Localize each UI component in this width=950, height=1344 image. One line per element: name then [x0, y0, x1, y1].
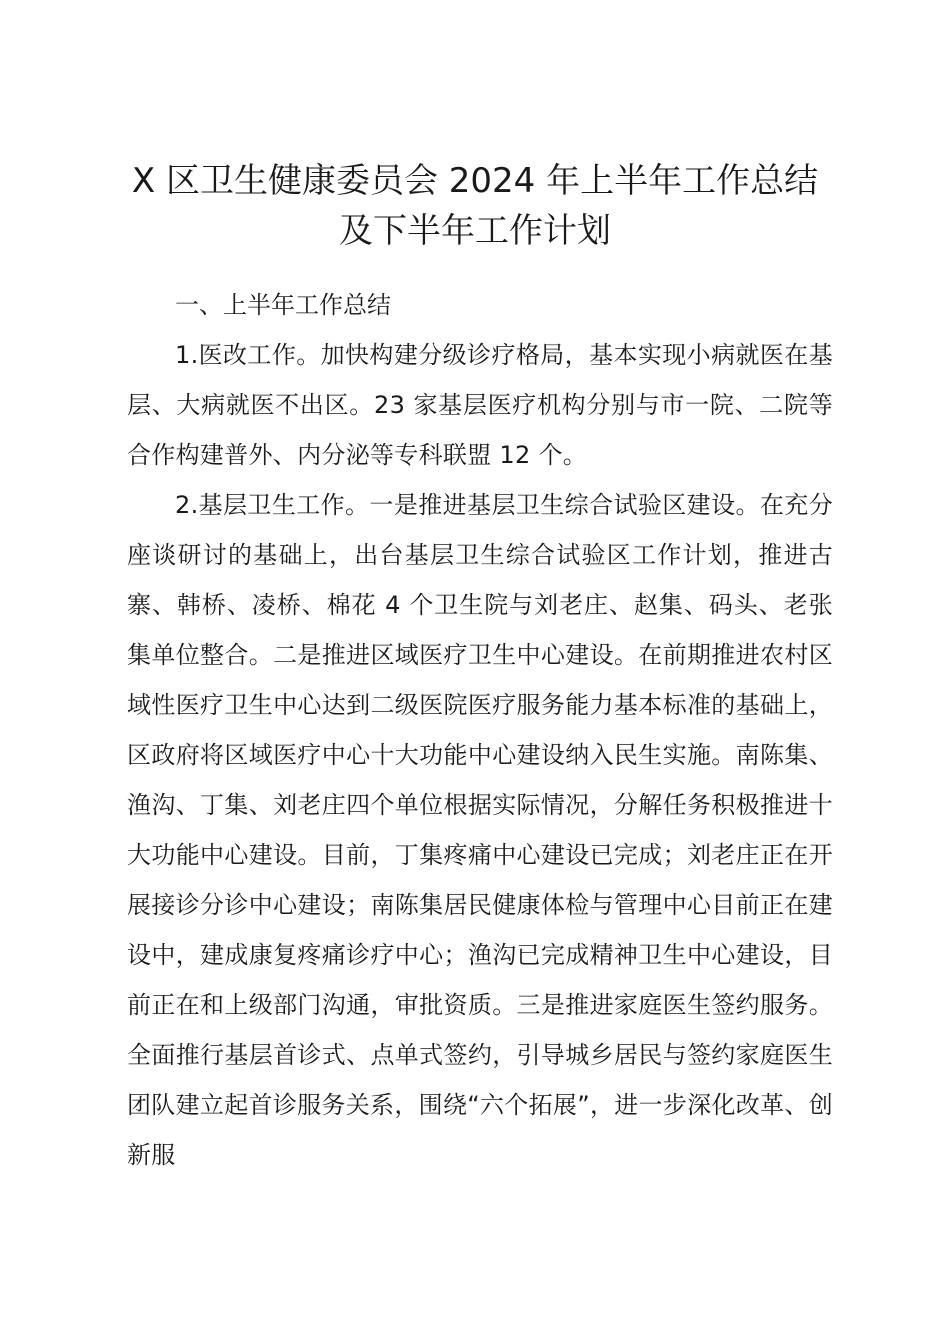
paragraph-primary-health: 2.基层卫生工作。一是推进基层卫生综合试验区建设。在充分座谈研讨的基础上，出台基层卫生综合试验区工作计划，推进古寨、韩桥、凌桥、棉花 4 个卫生院与刘老庄、赵集、码头、老张集单位整合。二是推进区域医疗卫生中心建设。在前期推进农村区域性医疗卫生中心达到二级医院医疗服务能力基本标准的基础上，区政府将区域医疗中心十大功能中心建设纳入民生实施。南陈集、渔沟、丁集、刘老庄四个单位根据实际情况，分解任务积极推进十大功能中心建设。目前，丁集疼痛中心建设已完成；刘老庄正在开展接诊分诊中心建设；南陈集居民健康体检与管理中心目前正在建设中，建成康复疼痛诊疗中心；渔沟已完成精神卫生中心建设，目前正在和上级部门沟通，审批资质。三是推进家庭医生签约服务。全面推行基层首诊式、点单式签约，引导城乡居民与签约家庭医生团队建立起首诊服务关系，围绕“六个拓展”，进一步深化改革、创新服 — [127, 491, 833, 1169]
document-title-line-1: X 区卫生健康委员会 2024 年上半年工作总结 — [131, 161, 819, 201]
document-title-line-2: 及下半年工作计划 — [339, 211, 611, 251]
document-body — [127, 282, 833, 1180]
paragraph-healthcare-reform: 1.医改工作。加快构建分级诊疗格局，基本实现小病就医在基层、大病就医不出区。23 家基层医疗机构分别与市一院、二院等合作构建普外、内分泌等专科联盟 12 个。 — [127, 341, 833, 469]
section-heading: 一、上半年工作总结 — [175, 291, 391, 319]
